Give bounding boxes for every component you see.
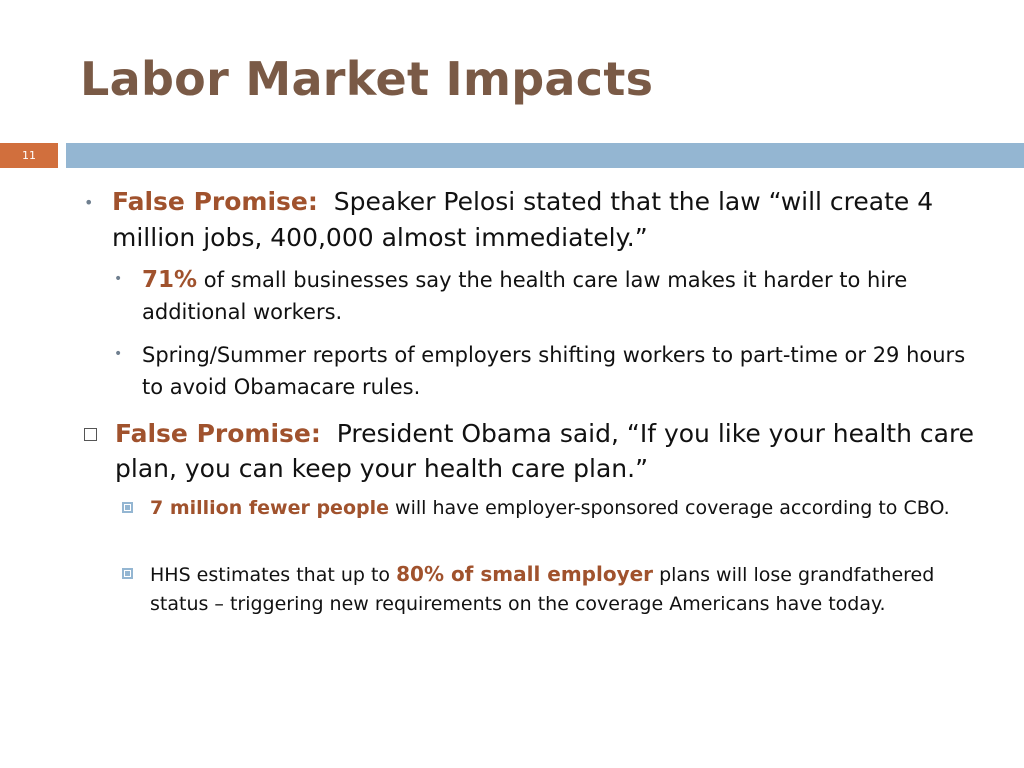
square-outline-bullet-icon — [84, 428, 97, 441]
bullet-1-sub-1 — [142, 264, 972, 328]
bullet-2-sub-1-highlight: 7 million fewer people — [150, 497, 389, 519]
page-number: 11 — [22, 149, 36, 162]
bullet-2-sub-1 — [150, 494, 980, 523]
square-fill-bullet-icon — [122, 568, 133, 579]
bullet-1 — [112, 184, 992, 256]
bullet-2-sub-2-highlight: 80% of small employer — [396, 562, 654, 586]
bullet-2 — [115, 416, 985, 486]
bullet-1-label: False Promise: — [112, 187, 318, 216]
bullet-2-label: False Promise: — [115, 419, 321, 448]
bullet-1-sub-1-text: of small businesses say the health care law makes it harder to hire additional workers. — [142, 268, 908, 324]
bullet-1-text: Speaker Pelosi stated that the law “will create 4 million jobs, 400,000 almost immediately.” — [112, 187, 934, 252]
bullet-1-sub-2 — [142, 339, 972, 403]
sub-bullet-dot-icon: • — [114, 271, 123, 287]
bullet-2-sub-1-text: will have employer-sponsored coverage according to CBO. — [389, 497, 950, 519]
bullet-1-sub-1-highlight: 71% — [142, 267, 198, 293]
bullet-2-sub-2 — [150, 560, 980, 619]
bullet-1-sub-2-text: Spring/Summer reports of employers shifting workers to part-time or 29 hours to avoid Obamacare rules. — [142, 343, 966, 399]
bullet-dot-icon: • — [84, 193, 94, 212]
square-fill-bullet-icon — [122, 502, 133, 513]
bullet-2-text: President Obama said, “If you like your health care plan, you can keep your health care plan.” — [115, 419, 975, 483]
bullet-2-sub-2-text: plans will lose grandfathered status – triggering new requirements on the coverage Americans have today. — [150, 564, 935, 615]
bullet-2-sub-2-prefix: HHS estimates that up to — [150, 564, 397, 586]
sub-bullet-dot-icon: • — [114, 346, 123, 362]
slide-title: Labor Market Impacts — [80, 52, 654, 106]
